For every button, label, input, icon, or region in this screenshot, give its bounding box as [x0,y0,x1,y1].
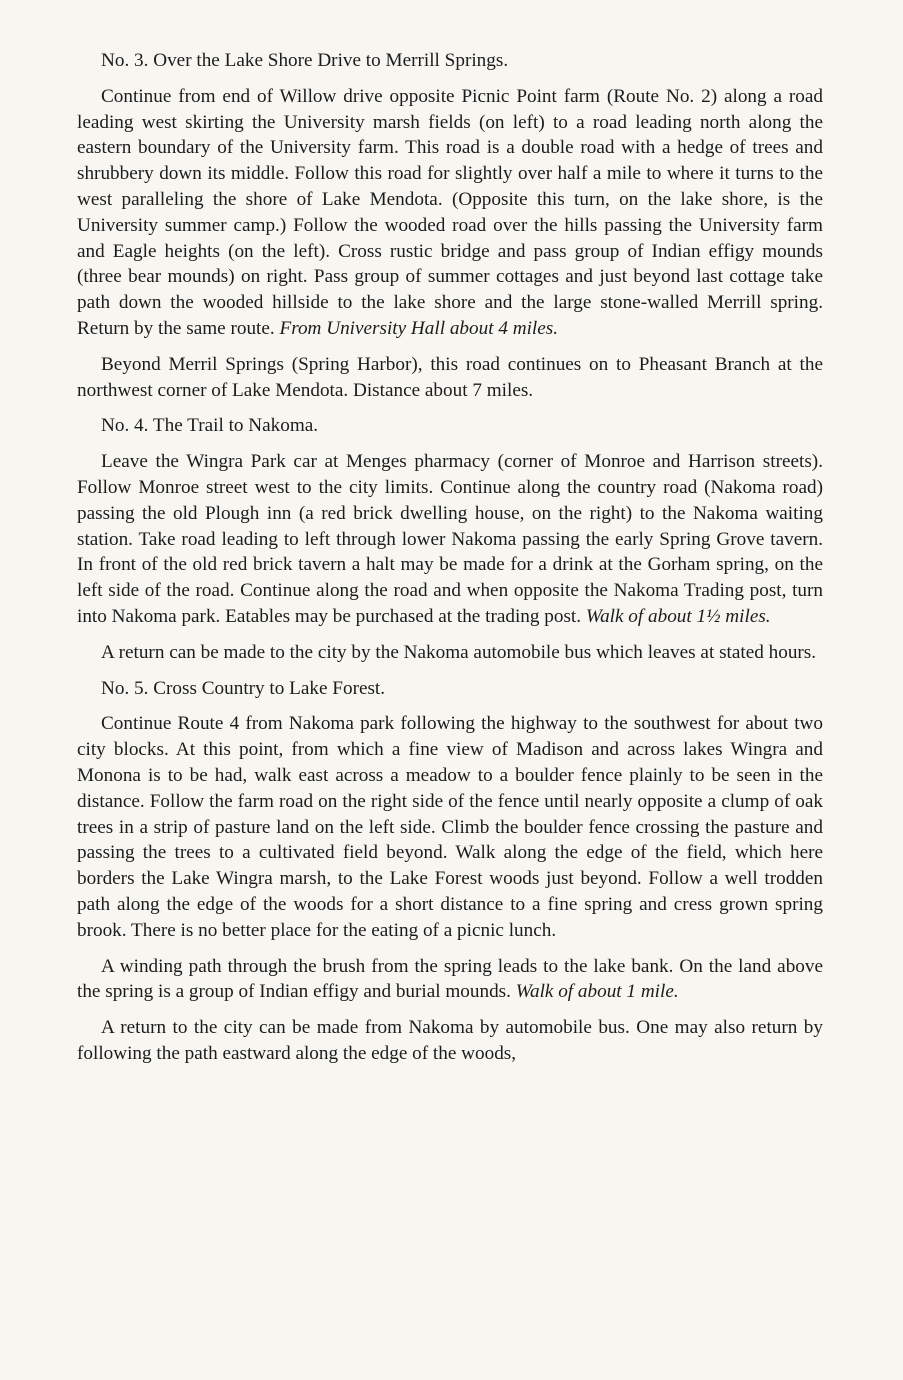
route-5-mounds-text: A winding path through the brush from the spring leads to the lake bank. On the land above the spring is a group of Indian effigy and burial mounds. [77,955,823,1003]
route-5-mounds [77,954,823,1006]
route-4-directions-text: Leave the Wingra Park car at Menges pharmacy (corner of Monroe and Harrison streets). Follow Monroe street west to the city limits. Continue along the country road (Nakoma road) passing the old Plough inn (a red brick dwelling house, on the right) to the Nakoma waiting station. Take road leading to left through lower Nakoma passing the early Spring Grove tavern. In front of the old red brick tavern a halt may be made for a drink at the Gorham spring, on the left side of the road. Continue along the road and when opposite the Nakoma Trading post, turn into Nakoma park. Eatables may be purchased at the trading post. [77,451,823,627]
route-3-extension: Beyond Merril Springs (Spring Harbor), this road continues on to Pheasant Branch at the northwest corner of Lake Mendota. Distance about 7 miles. [77,353,823,401]
route-4-directions [77,449,823,630]
route-3-directions [77,84,823,342]
route-4-return: A return can be made to the city by the Nakoma automobile bus which leaves at stated hours. [101,641,817,663]
route-3-directions-text: Continue from end of Willow drive opposite Picnic Point farm (Route No. 2) along a road leading west skirting the University marsh fields (on left) to a road leading north along the eastern boundary of the University farm. This road is a double road with a hedge of trees and shrubbery down its middle. Follow this road for slightly over half a mile to where it turns to the west paralleling the shore of Lake Mendota. (Opposite this turn, on the lake shore, is the University summer camp.) Follow the wooded road over the hills passing the University farm and Eagle heights (on the left). Cross rustic bridge and pass group of Indian effigy mounds (three bear mounds) on right. Pass group of summer cottages and just beyond last cottage take path down the wooded hillside to the lake shore and the large stone-walled Merrill spring. Return by the same route. [77,85,823,339]
route-5-distance: Walk of about 1 mile. [515,981,679,1003]
route-4-distance: Walk of about 1½ miles. [585,605,771,627]
route-5-heading: No. 5. Cross Country to Lake Forest. [101,677,386,699]
route-3-distance: From University Hall about 4 miles. [279,317,559,339]
route-4-heading: No. 4. The Trail to Nakoma. [101,415,319,437]
route-5-return: A return to the city can be made from Nakoma by automobile bus. One may also return by following the path eastward along the edge of the woods, [77,1017,823,1064]
route-5-directions: Continue Route 4 from Nakoma park following the highway to the southwest for about two city blocks. At this point, from which a fine view of Madison and across lakes Wingra and Monona is to be had, walk east across a meadow to a boulder fence plainly to be seen in the distance. Follow the farm road on the right side of the fence until nearly opposite a clump of oak trees in a strip of pasture land on the left side. Climb the boulder fence crossing the pasture and passing the trees to a cultivated field beyond. Walk along the edge of the field, which here borders the Lake Wingra marsh, to the Lake Forest woods just beyond. Follow a well trodden path along the edge of the woods for a short distance to a fine spring and cress grown spring brook. There is no better place for the eating of a picnic lunch. [77,713,823,941]
route-3-heading: No. 3. Over the Lake Shore Drive to Merrill Springs. [101,50,509,71]
